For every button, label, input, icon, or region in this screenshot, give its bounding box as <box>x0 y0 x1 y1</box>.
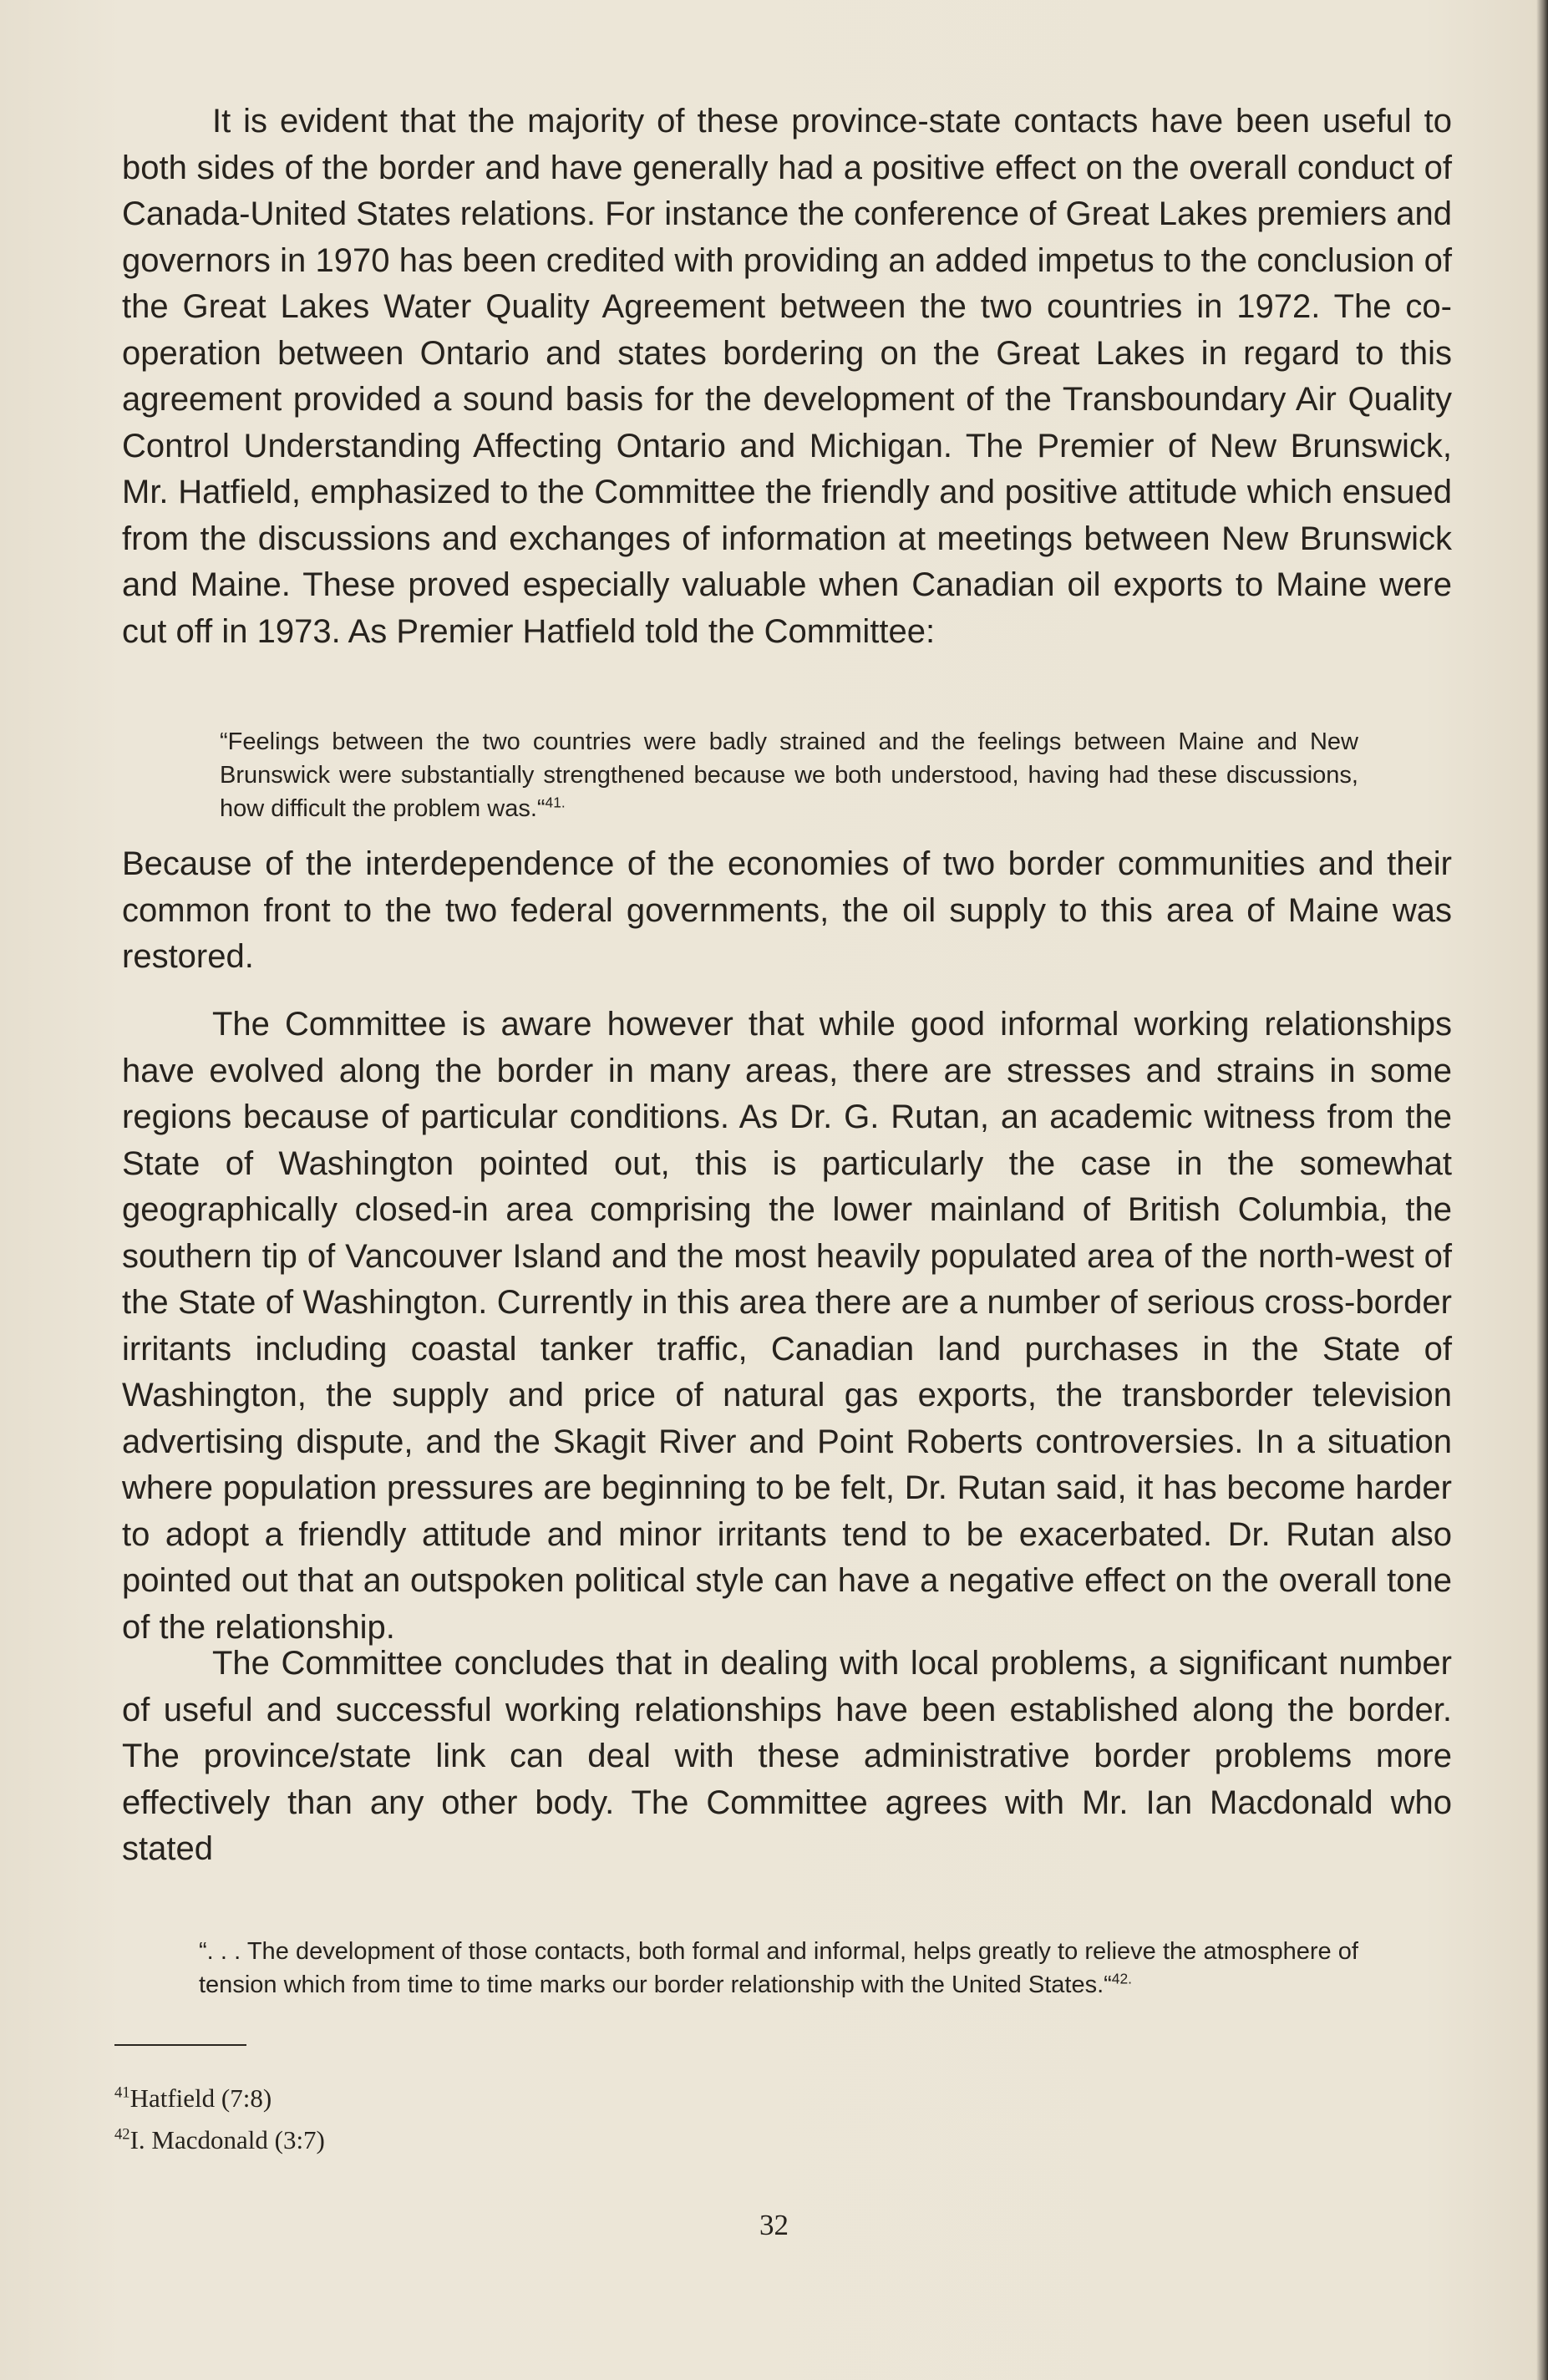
footnote-ref-41: 41. <box>545 794 566 811</box>
footnote-41-number: 41 <box>114 2083 130 2102</box>
footnote-41-text: Hatfield (7:8) <box>129 2083 272 2113</box>
footnote-divider <box>114 2044 246 2046</box>
page-edge-shadow <box>1536 0 1548 2380</box>
page-number: 32 <box>759 2209 789 2241</box>
block-quote-macdonald <box>199 1935 1358 2002</box>
paragraph-committee-concludes: The Committee concludes that in dealing with local problems, a significant number of useful and successful working relationships have been established along the border. The province/state link can deal with these administrative border problems more effectively than any other body. The Committee agrees with Mr. Ian Macdonald who stated <box>122 1645 1452 1867</box>
quote-hatfield-text: “Feelings between the two countries were badly strained and the feelings between Maine and New Brunswick were substantially strengthened because we both understood, having had these discussions, how difficult the problem was.“ <box>220 728 1358 822</box>
footnote-ref-42: 42. <box>1111 1970 1132 1987</box>
footnote-42-text: I. Macdonald (3:7) <box>129 2125 325 2154</box>
footnote-42 <box>114 2125 325 2155</box>
block-quote-hatfield <box>220 725 1358 825</box>
footnote-41 <box>114 2083 272 2114</box>
paragraph-oil-supply-restored: Because of the interdependence of the economies of two border communities and their common front to the two federal governments, the oil supply to this area of Maine was restored. <box>122 845 1452 975</box>
paragraph-stresses-and-strains: The Committee is aware however that while good informal working relationships have evolved along the border in many areas, there are stresses and strains in some regions because of particular conditions. As Dr. G. Rutan, an academic witness from the State of Washington pointed out, this is particularly the case in the somewhat geographically closed-in area comprising the lower mainland of British Columbia, the southern tip of Vancouver Island and the most heavily populated area of the north-west of the State of Washington. Currently in this area there are a number of serious cross-border irritants including coastal tanker traffic, Canadian land purchases in the State of Washington, the supply and price of natural gas exports, the transborder television advertising dispute, and the Skagit River and Point Roberts controversies. In a situation where population pressures are beginning to be felt, Dr. Rutan said, it has become harder to adopt a friendly attitude and minor irritants tend to be exacerbated. Dr. Rutan also pointed out that an outspoken political style can have a negative effect on the overall tone of the relationship. <box>122 1006 1452 1646</box>
quote-macdonald-text: “. . . The development of those contacts, both formal and informal, helps greatly to relieve the atmosphere of tension which from time to time marks our border relationship with the United States.“ <box>199 1938 1358 1998</box>
footnote-42-number: 42 <box>114 2125 130 2144</box>
paragraph-province-state-contacts: It is evident that the majority of these province-state contacts have been useful to both sides of the border and have generally had a positive effect on the overall conduct of Canada-United States relations. For instance the conference of Great Lakes premiers and governors in 1970 has been credited with providing an added impetus to the conclusion of the Great Lakes Water Quality Agreement between the two countries in 1972. The co-operation between Ontario and states bordering on the Great Lakes in regard to this agreement provided a sound basis for the development of the Transboundary Air Quality Control Understanding Affecting Ontario and Michigan. The Premier of New Brunswick, Mr. Hatfield, emphasized to the Committee the friendly and positive attitude which ensued from the discussions and exchanges of information at meetings between New Brunswick and Maine. These proved especially valuable when Canadian oil exports to Maine were cut off in 1973. As Premier Hatfield told the Committee: <box>122 103 1452 650</box>
